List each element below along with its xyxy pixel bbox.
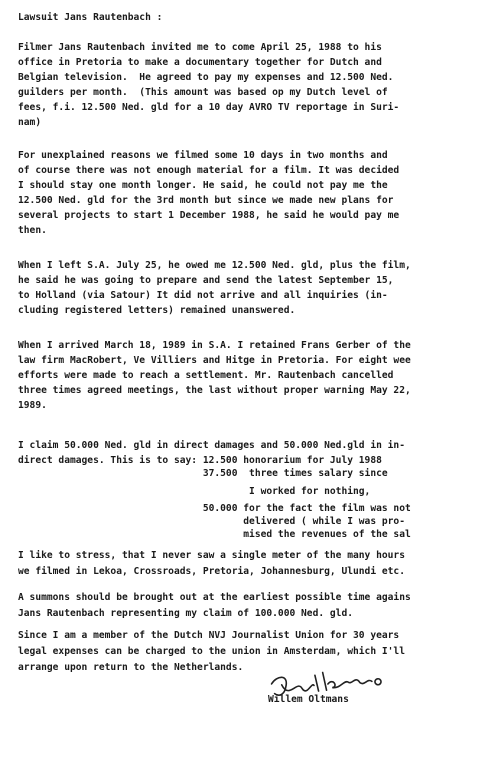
p1-line-1: Filmer Jans Rautenbach invited me to come April 25, 1988 to his xyxy=(18,42,382,53)
p3-line-3: to Holland (via Satour) It did not arrive and all inquiries (in- xyxy=(18,290,388,301)
p5-line-4: I worked for nothing, xyxy=(18,486,371,497)
p5-line-5: 50.000 for the fact the film was not xyxy=(18,503,411,514)
p5-line-7: mised the revenues of the sal xyxy=(18,529,411,540)
signature-name: Willem Oltmans xyxy=(268,694,349,705)
p7-line-2: Jans Rautenbach representing my claim of 100.000 Ned. gld. xyxy=(18,608,354,619)
p7-line-1: A summons should be brought out at the earliest possible time agains xyxy=(18,592,411,603)
p8-line-3: arrange upon return to the Netherlands. xyxy=(18,662,244,673)
p1-line-5: fees, f.i. 12.500 Ned. gld for a 10 day AVRO TV reportage in Suri- xyxy=(18,102,400,113)
p1-line-3: Belgian television. He agreed to pay my expenses and 12.500 Ned. xyxy=(18,72,394,83)
p8-line-2: legal expenses can be charged to the union in Amsterdam, which I'll xyxy=(18,646,405,657)
p6-line-1: I like to stress, that I never saw a single meter of the many hours xyxy=(18,550,405,561)
p3-line-4: cluding registered letters) remained unanswered. xyxy=(18,305,296,316)
p4-line-3: efforts were made to reach a settlement. Mr. Rautenbach cancelled xyxy=(18,370,394,381)
p1-line-2: office in Pretoria to make a documentary together for Dutch and xyxy=(18,57,382,68)
p1-line-4: guilders per month. (This amount was based op my Dutch level of xyxy=(18,87,388,98)
p4-line-2: law firm MacRobert, Ve Villiers and Hitge in Pretoria. For eight wee xyxy=(18,355,411,366)
p2-line-3: I should stay one month longer. He said, he could not pay me the xyxy=(18,180,388,191)
p4-line-5: 1989. xyxy=(18,400,47,411)
p6-line-2: we filmed in Lekoa, Crossroads, Pretoria, Johannesburg, Ulundi etc. xyxy=(18,566,405,577)
p4-line-1: When I arrived March 18, 1989 in S.A. I retained Frans Gerber of the xyxy=(18,340,411,351)
p5-line-2: direct damages. This is to say: 12.500 honorarium for July 1988 xyxy=(18,455,382,466)
heading: Lawsuit Jans Rautenbach : xyxy=(18,12,163,23)
p8-line-1: Since I am a member of the Dutch NVJ Journalist Union for 30 years xyxy=(18,630,400,641)
p2-line-2: of course there was not enough material for a film. It was decided xyxy=(18,165,400,176)
p2-line-4: 12.500 Ned. gld for the 3rd month but since we made new plans for xyxy=(18,195,394,206)
p1-line-6: nam) xyxy=(18,117,42,128)
p3-line-2: he said he was going to prepare and send the latest September 15, xyxy=(18,275,394,286)
p4-line-4: three times agreed meetings, the last without proper warning May 22, xyxy=(18,385,411,396)
p3-line-1: When I left S.A. July 25, he owed me 12.500 Ned. gld, plus the film, xyxy=(18,260,411,271)
p2-line-5: several projects to start 1 December 1988, he said he would pay me xyxy=(18,210,400,221)
p5-line-6: delivered ( while I was pro- xyxy=(18,516,405,527)
p2-line-1: For unexplained reasons we filmed some 10 days in two months and xyxy=(18,150,388,161)
p5-line-1: I claim 50.000 Ned. gld in direct damages and 50.000 Ned.gld in in- xyxy=(18,440,405,451)
p2-line-6: then. xyxy=(18,225,47,236)
p5-line-3: 37.500 three times salary since xyxy=(18,468,388,479)
